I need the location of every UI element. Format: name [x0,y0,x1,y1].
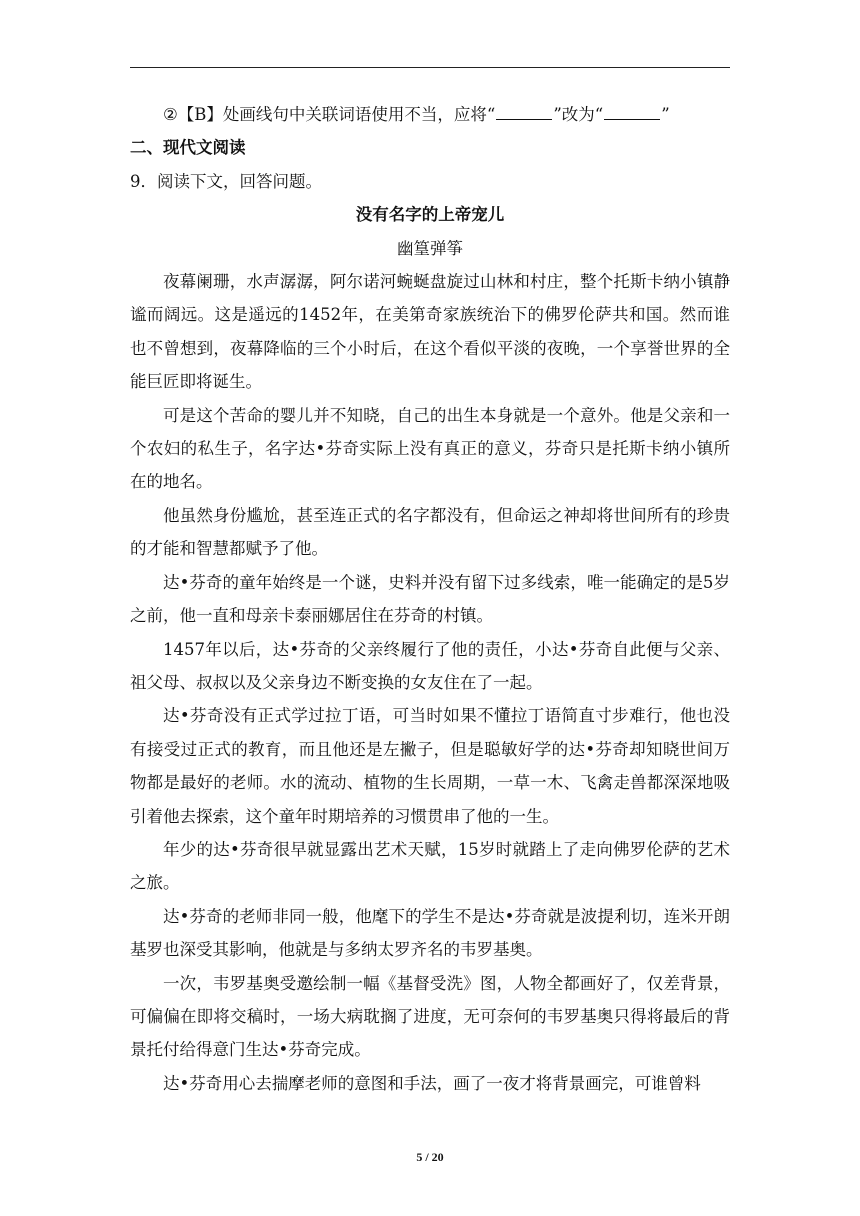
article-paragraph-2: 可是这个苦命的婴儿并不知晓，自己的出生本身就是一个意外。他是父亲和一个农妇的私生子，名字达•芬奇实际上没有真正的意义，芬奇只是托斯卡纳小镇所在的地名。 [130,405,730,492]
q8-item2-prefix: ②【B】处画线句中关联词语使用不当，应将“ [163,105,496,124]
article-paragraph-8: 达•芬奇的老师非同一般，他麾下的学生不是达•芬奇就是波提利切，连米开朗基罗也深受其影响，他就是与多纳太罗齐名的韦罗基奥。 [130,906,730,960]
article-paragraph-7: 年少的达•芬奇很早就显露出艺术天赋，15岁时就踏上了走向佛罗伦萨的艺术之旅。 [130,839,730,893]
article-paragraph-9: 一次，韦罗基奥受邀绘制一幅《基督受洗》图，人物全都画好了，仅差背景，可偏偏在即将交稿时，一场大病耽搁了进度，无可奈何的韦罗基奥只得将最后的背景托付给得意门生达•芬奇完成。 [130,973,730,1060]
article-paragraph-5: 1457年以后，达•芬奇的父亲终履行了他的责任，小达•芬奇自此便与父亲、祖父母、叔叔以及父亲身边不断变换的女友住在了一起。 [130,639,730,692]
article-title: 没有名字的上帝宠儿 [355,205,505,225]
question-8-item-2 [130,98,730,131]
article-paragraph-6: 达•芬奇没有正式学过拉丁语，可当时如果不懂拉丁语简直寸步难行，他也没有接受过正式的教育，而且他还是左撇子，但是聪敏好学的达•芬奇却知晓世间万物都是最好的老师。水的流动、植物的生长周期，一草一木、飞禽走兽都深深地吸引着他去探索，这个童年时期培养的习惯贯串了他的一生。 [130,706,730,826]
q8-item2-suffix: ” [661,105,670,124]
header-rule [130,67,730,68]
page-number: 5 / 20 [416,1150,444,1164]
section-heading: 二、现代文阅读 [130,138,246,158]
answer-blank-2[interactable] [604,103,660,121]
article-paragraph-4: 达•芬奇的童年始终是一个谜，史料并没有留下过多线索，唯一能确定的是5岁之前，他一直和母亲卡泰丽娜居住在芬奇的村镇。 [130,572,730,626]
article-paragraph-3: 他虽然身份尴尬，甚至连正式的名字都没有，但命运之神却将世间所有的珍贵的才能和智慧都赋予了他。 [130,505,730,559]
q8-item2-middle: ”改为“ [553,105,604,124]
answer-blank-1[interactable] [496,103,552,121]
question-prompt: 9．阅读下文，回答问题。 [130,171,322,191]
article-paragraph-10: 达•芬奇用心去揣摩老师的意图和手法，画了一夜才将背景画完，可谁曾料 [163,1073,701,1093]
article-author: 幽篁弹筝 [397,238,463,258]
article-paragraph-1: 夜幕阑珊，水声潺潺，阿尔诺河蜿蜒盘旋过山林和村庄，整个托斯卡纳小镇静谧而阔远。这是遥远的1452年，在美第奇家族统治下的佛罗伦萨共和国。然而谁也不曾想到，夜幕降临的三个小时后，在这个看似平淡的夜晚，一个享誉世界的全能巨匠即将诞生。 [130,272,730,392]
page-content [130,98,730,1100]
